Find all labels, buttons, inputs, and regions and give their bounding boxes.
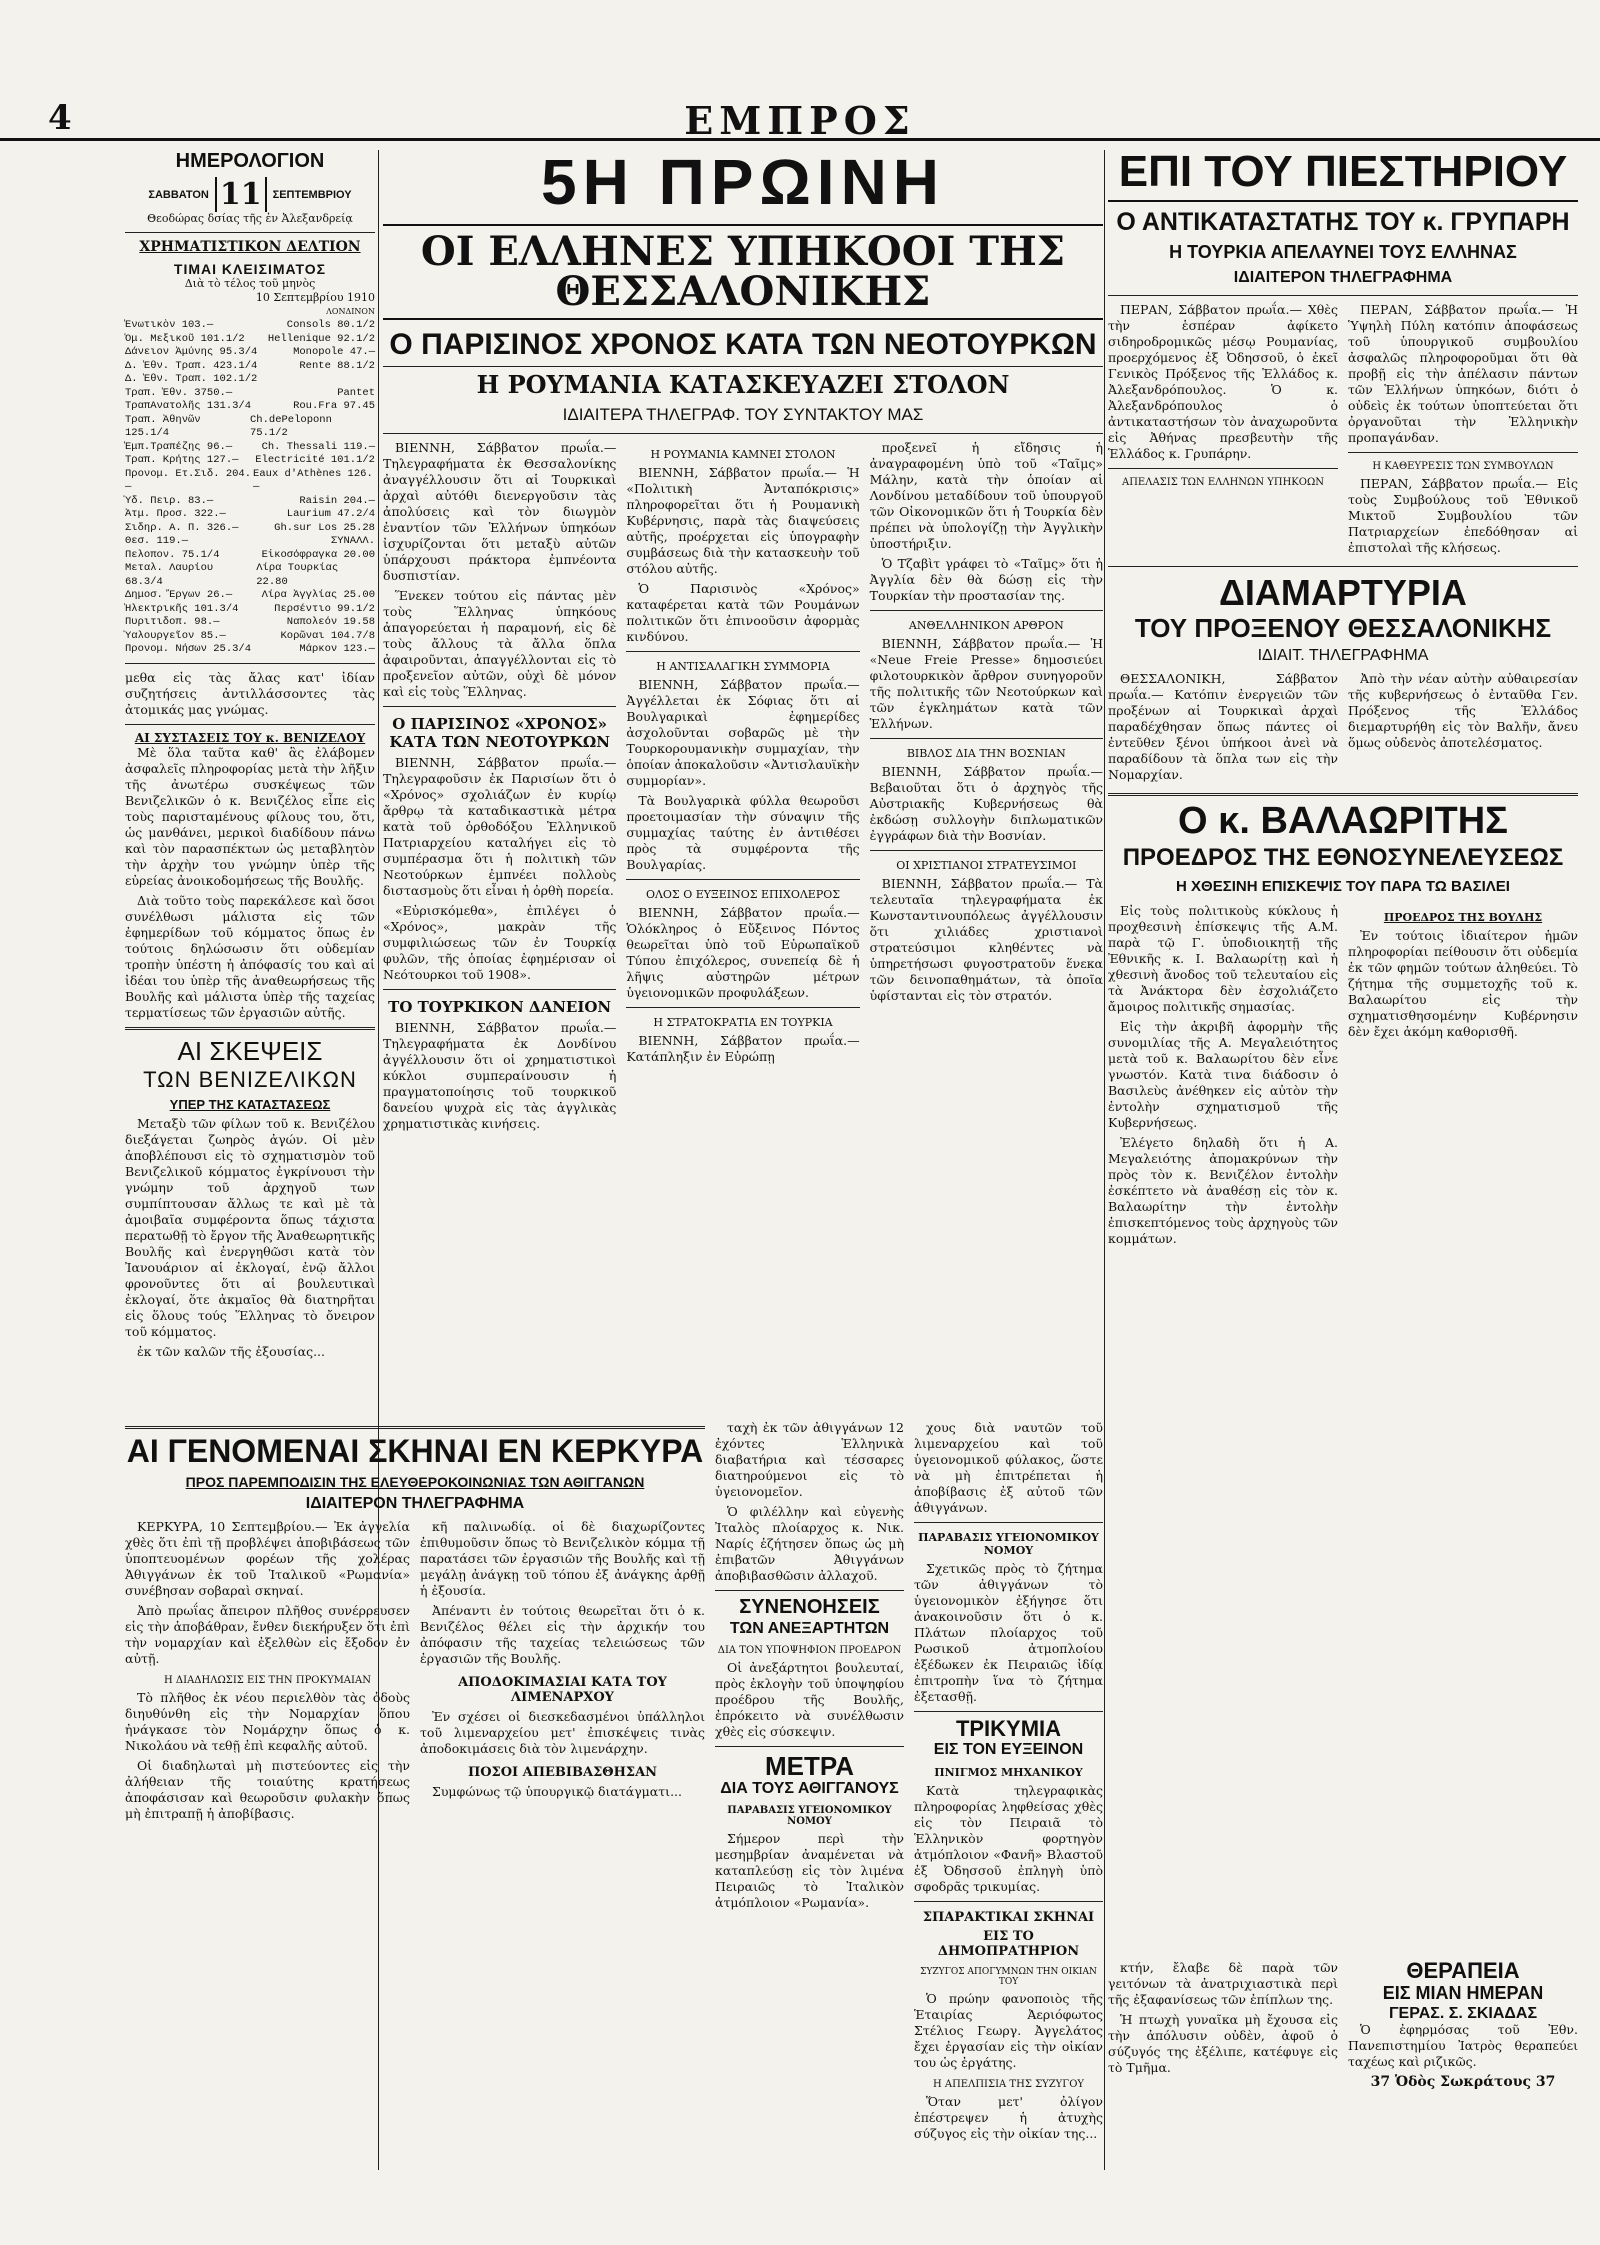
val-title: Ο κ. ΒΑΛΑΩΡΙΤΗΣ: [1178, 800, 1508, 842]
prices-place: ΛΟΝΔΙΝΟΝ: [326, 307, 375, 316]
article-text: ταχὴ ἐκ τῶν ἀθιγγάνων 12 ἐχόντες Ἑλληνικὰ διαβατήρια καὶ τέσσαρες διατηρούμενοι εἰς τὸ ὑγειονομεῖον.: [715, 1420, 904, 1499]
calendar-note: Θεοδώρας δσίας τῆς ἐν Ἀλεξανδρείᾳ: [147, 212, 353, 225]
article-text: Ὁ πρώην φανοποιὸς τῆς Ἑταιρίας Ἀεριόφωτος Στέλιος Γεωργ. Ἀγγελάτος ἔχει ἐργασίαν εἰς τὴν οἰκίαν του ὡς ἐργάτης.: [914, 1991, 1103, 2070]
article-text: «Εὐρισκόμεθα», ἐπιλέγει ὁ «Χρόνος», μακρὰν τῆς συμφιλιώσεως τῶν ἐν Τουρκίᾳ φυλῶν, τῆς ὁποίας ἐφημέρισαν οἱ Νεότουρκοι τοῦ 1908».: [383, 903, 617, 982]
article-title: ΤΩΝ ΑΝΕΞΑΡΤΗΤΩΝ: [729, 1620, 890, 1637]
calendar-day: ΣΑΒΒΑΤΟΝ: [148, 188, 209, 201]
skepseis-text-2: ἐκ τῶν καλῶν τῆς ἐξουσίας...: [137, 1343, 326, 1359]
article-text: Εἰς τὴν ἀκριβῆ ἀφορμὴν τῆς συνομιλίας τῆς Α. Μεγαλειότητος μετὰ τοῦ κ. Βαλαωρίτου δὲν εἶνε γνωστόν. Κατὰ τινα διάδοσιν ὁ Βασιλεὺς ἀνέθηκεν εἰς αὐτὸν τὴν ἐντολὴν σχηματισμοῦ τῆς Κυβερνήσεως.: [1108, 1019, 1338, 1130]
article-text: ΘΕΣΣΑΛΟΝΙΚΗ, Σάββατον πρωΐα.— Κατόπιν ἐνεργειῶν τῶν προξένων αἱ Τουρκικαὶ ἀρχαὶ παραδέχθησαν ὅπως πάντες οἱ ἐντεῦθεν ξένοι ὑπήκοοι ἀνεὶ νὰ παραδίδουν τὰ ὅπλα των εἰς τὴν Νομαρχίαν.: [1108, 671, 1338, 782]
diam-title-2: ΤΟΥ ΠΡΟΞΕΝΟΥ ΘΕΣΣΑΛΟΝΙΚΗΣ: [1134, 613, 1552, 643]
rate-row: [125, 373, 375, 387]
paper-title: ΕΜΠΡΟΣ: [684, 98, 916, 143]
center-column: [383, 146, 1103, 1136]
trik-title: ΤΡΙΚΥΜΙΑ: [955, 1716, 1062, 1741]
masthead: [0, 98, 1600, 141]
article-columns: [383, 440, 1103, 1136]
skepseis-sub: ΥΠΕΡ ΤΗΣ ΚΑΤΑΣΤΑΣΕΩΣ: [169, 1096, 331, 1112]
article-text: Ὁ φιλέλλην καὶ εὐγενὴς Ἰταλὸς πλοίαρχος κ. Νικ. Ναρίς ἐζήτησεν ὅπως ὡς μὴ ἐπιβατῶν Ἀθιγγάνων ἀποβιβασθῶσιν ἀλλαχοῦ.: [715, 1504, 904, 1583]
rate-row: [125, 535, 375, 549]
val-sub: ΠΡΟΕΔΡΟΣ ΤΗΣ ΕΘΝΟΣΥΝΕΛΕΥΣΕΩΣ: [1122, 844, 1564, 871]
rate-row: [125, 495, 375, 509]
rate-row: [125, 508, 375, 522]
rate-row: [125, 468, 375, 495]
kerkyra-telegraph: ΙΔΙΑΙΤΕΡΟΝ ΤΗΛΕΓΡΑΦΗΜΑ: [305, 1495, 525, 1512]
article-text: ΒΙΕΝΝΗ, Σάββατον πρωΐα.— Τὰ τελευταῖα τηλεγραφήματα ἐκ Κωνσταντινουπόλεως ἀγγέλλουσιν ὅτι χιλιάδες χριστιανοὶ στρατεύσιμοι κληθέντες νὰ ὑπηρετήσωσι φυγοστρατοῦν ἕνεκα τῶν δεινοπαθημάτων, τὰ ὁποῖα ὑφίστανται εἰς τὸν στρατόν.: [869, 876, 1103, 1003]
rate-left: Τραπ. Ἀθηνῶν 125.1/4: [125, 413, 201, 439]
pest-columns: [1108, 302, 1578, 560]
right-lower-subcolumn: [1348, 1960, 1578, 2090]
article-title: Η ΣΤΡΑΤΟΚΡΑΤΙΑ ΕΝ ΤΟΥΡΚΙΑ: [653, 1016, 833, 1029]
metra-sub: ΠΑΡΑΒΑΣΙΣ ΥΓΕΙΟΝΟΜΙΚΟΥ ΝΟΜΟΥ: [727, 1805, 892, 1827]
rate-row: [125, 454, 375, 468]
article-text: κτήν, ἔλαβε δὲ παρὰ τῶν γειτόνων τὰ ἀνατριχιαστικὰ περὶ τῆς ἐξαφανίσεως τῶν ἐπίπλων της.: [1108, 1960, 1338, 2007]
rate-row: [125, 387, 375, 401]
rate-left: Ἐνωτικὸν 103.—: [125, 319, 214, 331]
spar-sub: ΣΥΖΥΓΟΣ ΑΠΟΓΥΜΝΩΝ ΤΗΝ ΟΙΚΙΑΝ ΤΟΥ: [920, 1967, 1097, 1987]
article-title: ΒΙΒΛΟΣ ΔΙΑ ΤΗΝ ΒΟΣΝΙΑΝ: [906, 747, 1066, 760]
article-text: ΒΙΕΝΝΗ, Σάββατον πρωΐα.— Τηλεγραφοῦσιν ἐκ Παρισίων ὅτι ὁ «Χρόνος» σχολιάζων ἐν κυρίῳ ἄρθρῳ τὰ καταδικαστικὰ μέτρα κατὰ τοῦ ὀρθοδόξου Ἑλληνικοῦ Πατριαρχείου καταλήγει εἰς τὸ συμπέρασμα ὅτι ἡ πολιτικὴ τῶν Νεοτούρκων ἐμπνέει πολλοὺς διστασμοὺς ὅτι εἶναι ἡ ὀρθὴ πορεία.: [383, 755, 617, 898]
pest-sub-2: Η ΤΟΥΡΚΙΑ ΑΠΕΛΑΥΝΕΙ ΤΟΥΣ ΕΛΛΗΝΑΣ: [1169, 242, 1517, 262]
right-lower-section: [1108, 1960, 1578, 2090]
article-text: ΒΙΕΝΝΗ, Σάββατον πρωΐα.— Βεβαιοῦται ὅτι ὁ ἀρχηγὸς τῆς Αὐστριακῆς Κυβερνήσεως θὰ ἐκδώσῃ συλλογὴν διπλωματικῶν ἐγγράφων διὰ τὴν Βοσνίαν.: [869, 764, 1103, 843]
article-text: Ἀπέναντι ἐν τούτοις θεωρεῖται ὅτι ὁ κ. Βενιζέλος θέλει εἰς τὴν ἀρχικήν του ἀπόφασιν τῆς ταχείας τελειώσεως τῶν ἐργασιῶν τῆς Βουλῆς.: [420, 1603, 705, 1666]
rate-row: [125, 400, 375, 414]
venizelos-title: ΑΙ ΣΥΣΤΑΣΕΙΣ ΤΟΥ κ. ΒΕΝΙΖΕΛΟΥ: [134, 730, 366, 745]
article-text: Ὁ ἐφηρμόσας τοῦ Ἐθν. Πανεπιστημίου Ἰατρὸς θεραπεύει ταχέως καὶ ριζικῶς.: [1348, 2022, 1578, 2069]
kerkyra-subcolumn: [420, 1519, 705, 1826]
val-sub-2: Η ΧΘΕΣΙΝΗ ΕΠΙΣΚΕΨΙΣ ΤΟΥ ΠΑΡΑ ΤΩ ΒΑΣΙΛΕΙ: [1176, 878, 1510, 895]
therapeia-title: ΘΕΡΑΠΕΙΑ: [1406, 1958, 1520, 1983]
rate-row: [125, 319, 375, 333]
pest-sub: Ο ΑΝΤΙΚΑΤΑΣΤΑΤΗΣ ΤΟΥ κ. ΓΡΥΠΑΡΗ: [1116, 208, 1570, 236]
therapeia-title-2: ΕΙΣ ΜΙΑΝ ΗΜΕΡΑΝ: [1382, 1983, 1544, 2003]
rate-left: Τραπ. Ἐθν. 3750.—: [125, 386, 233, 399]
spar-title: ΣΠΑΡΑΚΤΙΚΑΙ ΣΚΗΝΑΙ: [922, 1910, 1095, 1925]
rate-right: Λίρα Ἀγγλίας 25.00: [261, 589, 375, 601]
romania-headline: Η ΡΟΥΜΑΝΙΑ ΚΑΤΑΣΚΕΥΑΖΕΙ ΣΤΟΛΟΝ: [476, 370, 1010, 399]
article-text: ΠΕΡΑΝ, Σάββατον πρωΐα.— Χθὲς τὴν ἑσπέραν ἀφίκετο σιδηροδρομικῶς μέσῳ Ρουμανίας, προερχόμενος ἐξ Ὀδησσοῦ, ὁ ἐκεῖ Γενικὸς Πρόξενος τῆς Ἑλλάδος κ. Ἀλεξανδρόπουλος. Ὁ κ. Ἀλεξανδρόπουλος ὁ ἀντικαταστήσων τὸν ἀναχωροῦντα εἰς Ἀθήνας πρεσβευτὴν τῆς Ἑλλάδος κ. Γρυπάρην.: [1108, 302, 1338, 461]
rate-right: Λίρα Τουρκίας 22.80: [256, 562, 339, 588]
article-text: Ὁ Τζαβὶτ γράφει τὸ «Ταῖμς» ὅτι ἡ Ἀγγλία δὲν θὰ δώσῃ εἰς τὴν Τουρκίαν τὴν προστασίαν της.: [869, 556, 1103, 603]
article-text: Ἡ πτωχὴ γυναῖκα μὴ ἔχουσα εἰς τὴν ἀπόλυσιν οὐδὲν, ἀφοῦ ὁ σύζυγός της ἐξέλιπε, κατέφυγε εἰς τὸ Τμῆμα.: [1108, 2012, 1338, 2075]
rate-right: Monopole 47.—: [293, 346, 375, 358]
article-title: ΑΠΕΛΑΣΙΣ ΤΩΝ ΕΛΛΗΝΩΝ ΥΠΗΚΟΩΝ: [1121, 477, 1325, 488]
middle-lower-subcolumn: [914, 1420, 1103, 2146]
rate-right: Εἰκοσόφραγκα 20.00: [261, 548, 375, 561]
article-title: ΠΟΣΟΙ ΑΠΕΒΙΒΑΣΘΗΣΑΝ: [467, 1765, 658, 1780]
skepseis-title: ΑΙ ΣΚΕΨΕΙΣ: [177, 1035, 323, 1066]
article-title: Η ΡΟΥΜΑΝΙΑ ΚΑΜΝΕΙ ΣΤΟΛΟΝ: [650, 448, 836, 461]
kerkyra-sub: ΠΡΟΣ ΠΑΡΕΜΠΟΔΙΣΙΝ ΤΗΣ ΕΛΕΥΘΕΡΟΚΟΙΝΩΝΙΑΣ ΤΩΝ ΑΘΙΓΓΑΝΩΝ: [185, 1474, 645, 1490]
middle-lower-columns: [715, 1420, 1103, 2146]
calendar-date: 11: [215, 177, 267, 212]
edition-title: 5Η ΠΡΩΙΝΗ: [540, 146, 946, 218]
val-subcolumn: [1108, 903, 1338, 1251]
diam-subcolumn: [1348, 671, 1578, 787]
rate-row: [125, 603, 375, 617]
prices-date: 10 Σεπτεμβρίου 1910: [255, 291, 375, 304]
main-headline: ΟΙ ΕΛΛΗΝΕΣ ΥΠΗΚΟΟΙ ΤΗΣ ΘΕΣΣΑΛΟΝΙΚΗΣ: [383, 224, 1103, 320]
rate-right: Laurium 47.2/4: [286, 508, 375, 520]
article-title: Η ΔΙΑΔΗΛΩΣΙΣ ΕΙΣ ΤΗΝ ΠΡΟΚΥΜΑΙΑΝ: [164, 1675, 371, 1686]
article-text: Οἱ ἀνεξάρτητοι βουλευταί, πρὸς ἐκλογὴν τοῦ ὑποψηφίου προέδρου τῆς Βουλῆς, ἐπρόκειτο νὰ συνέλθωσιν χθὲς εἰς σύσκεψιν.: [715, 1660, 904, 1739]
article-title: ΠΡΟΕΔΡΟΣ ΤΗΣ ΒΟΥΛΗΣ: [1383, 911, 1543, 924]
kerkyra-columns: [125, 1519, 705, 1826]
venizelos-text-2: Διὰ τοῦτο τοὺς παρεκάλεσε καὶ ὅσοι συνέλθωσι μάλιστα εἰς τῶν ἐφημερίδων τοῦ κόμματος ὅπως ἐν τούτοις δηλώσωσιν ὅτι οὐδεμίαν τροπὴν ὑπέστη ἡ ἀπόφασίς του καὶ αἱ ἰδέαι του ὑπὲρ τῆς ἀναθεωρήσεως τῆς Βουλῆς καὶ μάλιστα ὑπὲρ τῆς ταχείας τερματίσεως τῶν ἐργασιῶν αὐτῆς.: [125, 892, 375, 1020]
rate-row: [125, 630, 375, 644]
article-text: ΒΙΕΝΝΗ, Σάββατον πρωΐα.— Τηλεγραφήματα ἐκ Θεσσαλονίκης ἀναγγέλλουσιν ὅτι αἱ Τουρκικαὶ ἀρχαὶ αὐτόθι διενεργοῦσιν τὰς ἀπολύσεις καὶ τὸν διωγμὸν ἐναντίον τῶν Ἑλλήνων ὑπηκόων ἰσχυρίζονται ὅτι μεταξὺ αὐτῶν ὑπάρχουσι πράκτορα ἐμπνέοντα δυσπιστίαν.: [383, 440, 617, 583]
diam-telegraph: ΙΔΙΑΙΤ. ΤΗΛΕΓΡΑΦΗΜΑ: [1257, 647, 1429, 664]
right-lower-subcolumn: [1108, 1960, 1338, 2090]
article-text: Σήμερον περὶ τὴν μεσημβρίαν ἀναμένεται νὰ καταπλεύσῃ εἰς τὸν λιμένα Πειραιῶς τὸ Ἰταλικὸν ἀτμόπλοιον «Ρωμανία».: [715, 1831, 904, 1910]
article-text: ΒΙΕΝΝΗ, Σάββατον πρωΐα.— Ἡ «Neue Freie Presse» δημοσιεύει φιλοτουρκικὸν ἄρθρον συνηγοροῦν τῆς πολιτικῆς τῶν Νεοτούρκων καὶ τῶν ἐγκλημάτων κατὰ τῶν Ἑλλήνων.: [869, 636, 1103, 731]
rate-left: Προνομ. Ετ.Σιδ. 204.—: [125, 467, 252, 493]
right-lower-columns: [1108, 1960, 1578, 2090]
article-text: ΒΙΕΝΝΗ, Σάββατον πρωΐα.— Τηλεγραφήματα ἐκ Δονδίνου ἀγγέλλουσιν ὅτι οἱ χρηματιστικοὶ κύκλοι συμπεραίνουσιν ἡ πραγματοποίησις τοῦ τουρκικοῦ δανείου ψυχρὰ εἰς τὰς ἀγγλικὰς χρηματιστικὰς κινήσεις.: [383, 1020, 617, 1131]
middle-lower-subcolumn: [715, 1420, 904, 2146]
subcolumn-c: [870, 440, 1103, 1136]
rate-right: Ch. Thessali 119.—: [261, 440, 375, 453]
rate-left: Σιδηρ. Α. Π. 326.—: [125, 521, 239, 534]
rate-row: [125, 414, 375, 441]
rate-row: [125, 360, 375, 374]
article-title: ΑΝΘΕΛΛΗΝΙΚΟΝ ΑΡΘΡΟΝ: [908, 619, 1064, 632]
article-text: κῆ παλινωδίᾳ. οἱ δὲ διαχωρίζοντες ἐπιθυμοῦσιν ὅπως τὸ Βενιζελικὸν κόμμα τῇ παρατάσει τῶν ἐργασιῶν τῆς Βουλῆς καὶ τῇ μεγάλῃ ἀνάγκῃ τοῦ τόπου ἐξ ἀνάγκης ἀρθῇ ἡ ἐξουσία.: [420, 1519, 705, 1598]
article-text: ΒΙΕΝΝΗ, Σάββατον πρωΐα.— Ἡ «Πολιτικὴ Ἀνταπόκρισις» πληροφορεῖται ὅτι ἡ Ρουμανικὴ Κυβέρνησις, παρὰ τὰς διαψεύσεις αὐτῆς, προέρχεται εἰς ὑπογραφὴν συμβάσεως διὰ τὴν κατασκευὴν τοῦ στόλου αὐτῆς.: [626, 465, 860, 576]
rate-left: Μεταλ. Λαυρίου 68.3/4: [125, 562, 214, 588]
article-title: Η ΑΝΤΙΣΑΛΑΓΙΚΗ ΣΥΜΜΟΡΙΑ: [656, 660, 830, 673]
rate-right: Pantet: [337, 386, 375, 399]
rate-right: Περσέντιο 99.1/2: [274, 602, 375, 615]
article-text: Ἐν τούτοις ἰδιαίτερον ἡμῶν πληροφορίαι πείθουσιν ὅτι οὐδεμία ἐκ τῶν φημῶν τούτων ἀληθεύει. Τὸ ζήτημα τῆς συμμετοχῆς τοῦ κ. Βαλαωρίτου εἰς τὴν σχηματισθησομένην Κυβέρνησιν δὲν ἔχει ἀκόμη καθορισθῆ.: [1348, 928, 1578, 1039]
left-column: [125, 150, 375, 1364]
page-number: 4: [48, 98, 72, 138]
metra-title: ΜΕΤΡΑ: [764, 1751, 855, 1781]
skepseis-text: Μεταξὺ τῶν φίλων τοῦ κ. Βενιζέλου διεξάγεται ζωηρὸς ἀγών. Οἱ μὲν ἀποβλέπουσι εἰς τὸ σχηματισμὸν τοῦ Βενιζελικοῦ κόμματος ἐγκρίνουσι τὴν γνώμην τοῦ ἀρχηγοῦ των συμπίπτουσαν ἄλλως τε καὶ μὲ τὰ ἀμοιβαῖα συμφέροντα ὅπως τάχιστα περατωθῇ τὸ ἔργον τῆς Ἀναθεωρητικῆς Βουλῆς καὶ ἐνεργηθῶσι κατὰ τὸν Ἰανουάριον αἱ ἐκλογαί, ἐνῷ ἄλλοι φρονοῦντες ὅτι αἱ βουλευτικαὶ ἐκλογαί, ὅτε ἀκμαῖος θὰ διατηρῆται εἰς ὅλους τούς Ἕλληνας τὸ ὄνειρον τοῦ κόμματος.: [125, 1115, 375, 1339]
article-title: Η ΚΑΘΕΥΡΕΣΙΣ ΤΩΝ ΣΥΜΒΟΥΛΩΝ: [1372, 461, 1554, 472]
calendar-title: ΗΜΕΡΟΛΟΓΙΟΝ: [175, 150, 325, 172]
rate-left: Δάνειον Ἀμύνης 95.3/4: [125, 346, 258, 358]
kerkyra-title: ΑΙ ΓΕΝΟΜΕΝΑΙ ΣΚΗΝΑΙ ΕΝ ΚΕΡΚΥΡΑ: [126, 1433, 704, 1469]
article-text: Τὸ πλῆθος ἐκ νέου περιελθὸν τὰς ὁδοὺς διηυθύνθη εἰς τὴν Νομαρχίαν ὅπου ἠνάγκασε τὸν Νομάρχην ὅπως ὁ κ. Νικολάου νὰ τεθῇ ἐπὶ κεφαλῆς αὐτοῦ.: [125, 1690, 410, 1753]
val-columns: [1108, 903, 1578, 1251]
article-text: Ἀπὸ τὴν νέαν αὐτὴν αὐθαιρεσίαν τῆς κυβερνήσεως ὁ ἐνταῦθα Γεν. Πρόξενος τῆς Ἑλλάδος διεμαρτυρήθη εἰς τὸν Βαλῆν, ἄνευ ὅμως οὐδενὸς ἀποτελέσματος.: [1348, 671, 1578, 750]
rate-row: [125, 441, 375, 455]
rate-row: [125, 616, 375, 630]
rate-left: Ὁμ. Μεξικοῦ 101.1/2: [125, 332, 245, 345]
article-title: Ο ΠΑΡΙΣΙΝΟΣ «ΧΡΟΝΟΣ» ΚΑΤΑ ΤΩΝ ΝΕΟΤΟΥΡΚΩΝ: [389, 715, 610, 751]
rate-left: Πελοπον. 75.1/4: [125, 548, 220, 561]
rate-left: Ἐμπ.Τραπέζης 96.—: [125, 440, 233, 453]
middle-lower-section: [715, 1420, 1103, 2146]
subheadline: Ο ΠΑΡΙΣΙΝΟΣ ΧΡΟΝΟΣ ΚΑΤΑ ΤΩΝ ΝΕΟΤΟΥΡΚΩΝ: [389, 328, 1097, 361]
rate-left: Ὑδ. Πειρ. 83.—: [125, 494, 214, 507]
rate-left: ΤραπΑνατολῆς 131.3/4: [125, 400, 252, 412]
article-text: Οἱ διαδηλωταὶ μὴ πιστεύοντες εἰς τὴν ἀλήθειαν τῆς τοιαύτης κρατήσεως ἀποφάσισαν καὶ θεωροῦσιν φυλακὴν ὅπως μὴ ἐπιτραπῇ ἡ ἀποβίβασις.: [125, 1758, 410, 1821]
metra-title-2: ΔΙΑ ΤΟΥΣ ΑΘΙΓΓΑΝΟΥΣ: [720, 1780, 899, 1797]
skiadas-name: ΓΕΡΑΣ. Σ. ΣΚΙΑΔΑΣ: [1388, 2005, 1538, 2022]
prices-sub: Διὰ τὸ τέλος τοῦ μηνὸς: [184, 277, 316, 290]
venizelos-text: Μὲ ὅλα ταῦτα καθ' ἃς ἐλάβομεν ἀσφαλεῖς πληροφορίας μετὰ τὴν λῆξιν τῆς ἀνωτέρω συσκέψεως τῶν Βενιζελικῶν ὁ κ. Βενιζέλος εἶπε εἰς τοὺς παρισταμένους φίλους του, ὅτι, ὡς μανθάνει, μερικοὶ διαδίδουν πάνω καὶ τὸν παρασπέκτων ὡς μεταβλητὸν τὴν ἀρχὴν του γνώμην ὑπὲρ τῆς εὐρείας ἀνοικοδομήσεως τῆς Βουλῆς.: [125, 744, 375, 888]
rate-left: Δ. Ἐθν. Τραπ. 423.1/4: [125, 359, 258, 372]
calendar-box: [125, 177, 375, 212]
article-text: Ἐλέγετο δηλαδὴ ὅτι ἡ Α. Μεγαλειότης ἀπομακρύνων τὴν πρὸς τὸν κ. Βενιζέλον ἐντολὴν ἐσκέπτετο νὰ ἀναθέσῃ εἰς τὸν κ. Βαλαωρίτην τὴν ἐντολὴν ἐπισκεπτόμενος τοὺς ἀρχηγοὺς τῶν κομμάτων.: [1108, 1135, 1338, 1246]
article-text: ΒΙΕΝΝΗ, Σάββατον πρωΐα.— Ὁλόκληρος ὁ Εὔξεινος Πόντος θεωρεῖται ὑπὸ τοῦ Εὐρωπαϊκοῦ Τύπου ἐπιχόλερος, συνεπείᾳ δὲ ἡ λῆψις αὐστηρῶν μέτρων ὑγειονομικῶν προφυλάξεων.: [626, 905, 860, 1000]
telegraph-line: ΙΔΙΑΙΤΕΡΑ ΤΗΛΕΓΡΑΦ. ΤΟΥ ΣΥΝΤΑΚΤΟΥ ΜΑΣ: [562, 405, 924, 424]
article-text: προξενεῖ ἡ εἴδησις ἡ ἀναγραφομένη ὑπὸ τοῦ «Ταῖμς» Μάλην, κατὰ τὴν ὁποίαν αἱ Λονδίνου μεταδίδουν τοῦ ὑπουργοῦ τῶν Οἰκονομικῶν ὅτι ἡ Τουρκία δὲν πρέπει νὰ ὑπολογίζῃ τὴν Ἀγγλικὴν ὑποστήριξιν.: [869, 440, 1103, 551]
rate-right: Ch.dePeloponn 75.1/2: [250, 413, 332, 439]
rate-right: ΣΥΝΑΛΛ.: [330, 535, 375, 547]
rate-right: Raisin 204.—: [299, 494, 375, 507]
address: 37 Ὁδὸς Σωκράτους 37: [1370, 2074, 1556, 2090]
rate-left: Προνομ. Νήσων 25.3/4: [125, 643, 252, 655]
subcolumn-a: [383, 440, 616, 1136]
pest-subcolumn: [1108, 302, 1338, 560]
rate-right: Hellenique 92.1/2: [267, 332, 375, 345]
article-title: ΔΙΑ ΤΟΝ ΥΠΟΨΗΦΙΟΝ ΠΡΟΕΔΡΟΝ: [717, 1645, 902, 1656]
article-text: Ἀπὸ πρωΐας ἄπειρον πλῆθος συνέρρευσεν εἰς τὴν ἀποβάθραν, ἔνθεν διεκήρυξεν ὅτι ἐπὶ τὴν νομαρχίαν καὶ ἐξελθὼν εἰς ἔξοδον ἐν αὐτῇ.: [125, 1603, 410, 1666]
rate-right: Consols 80.1/2: [286, 319, 375, 331]
article-text: Συμφώνως τῷ ὑπουργικῷ διατάγματι...: [432, 1784, 682, 1799]
rate-row: [125, 643, 375, 657]
article-text: Κατὰ τηλεγραφικὰς πληροφορίας ληφθείσας χθὲς εἰς τὸν Πειραιᾶ τὸ Ἑλληνικὸν φορτηγὸν ἀτμόπλοιον «Φανῆ» Βλαστοῦ ἐξ Ὀδησσοῦ ἐπληγὴ ὑπὸ σφοδρᾶς τρικυμίας.: [914, 1783, 1103, 1894]
article-title: ΟΙ ΧΡΙΣΤΙΑΝΟΙ ΣΤΡΑΤΕΥΣΙΜΟΙ: [896, 859, 1077, 872]
article-title: ΟΛΟΣ Ο ΕΥΞΕΙΝΟΣ ΕΠΙΧΟΛΕΡΟΣ: [645, 888, 841, 901]
rates-text: μεθα εἰς τὰς ἄλας κατ' ἰδίαν συζητήσεις ἀντιλλάσσοντες τὰς ἀτομικάς μας γνώμας.: [125, 669, 375, 717]
rate-right: Κορῶναι 104.7/8: [280, 629, 375, 642]
article-text: ΒΙΕΝΝΗ, Σάββατον πρωΐα.— Ἀγγέλλεται ἐκ Σόφιας ὅτι αἱ Βουλγαρικαὶ ἐφημερίδες ἀσχολοῦνται σοβαρῶς μὲ τὴν Τουρκορουμανικὴν συμμαχίαν, τὴν ὁποίαν ἀποκαλοῦσιν «Ἀντισλαυϊκὴν συμμορίαν».: [626, 677, 860, 788]
rate-row: [125, 549, 375, 563]
article-title: Η ΑΠΕΛΠΙΣΙΑ ΤΗΣ ΣΥΖΥΓΟΥ: [932, 2079, 1085, 2090]
rate-left: Δημοσ. Ἔργων 26.—: [125, 589, 233, 601]
rate-right: Gh.sur Los 25.28: [274, 521, 375, 534]
pest-title: ΕΠΙ ΤΟΥ ΠΙΕΣΤΗΡΙΟΥ: [1108, 150, 1578, 202]
kerkyra-subcolumn: [125, 1519, 410, 1826]
rate-right: Electricité 101.1/2: [255, 454, 375, 466]
article-title: ΑΠΟΔΟΚΙΜΑΣΙΑΙ ΚΑΤΑ ΤΟΥ ΛΙΜΕΝΑΡΧΟΥ: [458, 1675, 667, 1705]
diam-columns: [1108, 671, 1578, 787]
trik-sub: ΠΝΙΓΜΟΣ ΜΗΧΑΝΙΚΟΥ: [934, 1766, 1083, 1779]
rate-left: Ἀτμ. Προσ. 322.—: [125, 508, 226, 520]
rate-row: [125, 522, 375, 536]
column-divider: [1104, 150, 1105, 2170]
rate-left: Ἠλεκτρικῆς 101.3/4: [125, 602, 239, 615]
market-title: ΧΡΗΜΑΤΙΣΤΙΚΟΝ ΔΕΛΤΙΟΝ: [139, 239, 361, 255]
rate-left: Ὑαλουργεῖον 85.—: [125, 629, 226, 642]
article-text: Ἐν σχέσει οἱ διεσκεδασμένοι ὑπάλληλοι τοῦ λιμεναρχείου μετ' ἐπισκέψεις τινὰς ἀποδοκιμάσεις διὰ τὸν λιμενάρχην.: [420, 1709, 705, 1756]
article-title: ΠΑΡΑΒΑΣΙΣ ΥΓΕΙΟΝΟΜΙΚΟΥ ΝΟΜΟΥ: [918, 1531, 1099, 1557]
article-text: Ὅταν μετ' ὀλίγον ἐπέστρεψεν ἡ ἀτυχὴς σύζυγος εἰς τὴν οἰκίαν της...: [914, 2094, 1103, 2141]
article-text: Τὰ Βουλγαρικὰ φύλλα θεωροῦσι προετοιμασίαν τὴν σύναψιν τῆς συμμαχίας ταύτης ἐν ἀντιθέσει πρὸς τὰ συμφέροντα τῆς Βουλγαρίας.: [626, 793, 860, 872]
rate-left: Δ. Ἐθν. Τραπ. 102.1/2: [125, 373, 258, 385]
diam-title: ΔΙΑΜΑΡΤΥΡΙΑ: [1219, 572, 1467, 613]
rate-left: Τραπ. Κρήτης 127.—: [125, 454, 239, 466]
article-text: Εἰς τοὺς πολιτικοὺς κύκλους ἡ προχθεσινὴ ἐπίσκεψις τῆς Α.Μ. παρὰ τῷ Γ. ὑποδιοικητῇ τῆς Ἐθνικῆς κ. Ι. Βαλαωρίτῃ καὶ ἡ χθεσινὴ ἄνοδος τοῦ τελευταίου εἰς τὰ Ἀνάκτορα δὲν ἐσχολιάζετο ἄμοιρος πολιτικῆς σημασίας.: [1108, 903, 1338, 1014]
article-text: Ὁ Παρισινὸς «Χρόνος» καταφέρεται κατὰ τῶν Ρουμάνων πολιτικῶν ὅτι ἐπινοοῦσιν ἀφορμὰς κινδύνου.: [626, 581, 860, 644]
rate-left: Πυριτιδοπ. 98.—: [125, 616, 220, 628]
article-text: χους διὰ ναυτῶν τοῦ λιμεναρχείου καὶ τοῦ ὑγειονομικοῦ φύλακος, ὥστε νὰ μὴ ἐπιτρέπεται ἡ ἀποβίβασις ἐξ αὐτοῦ τῶν ἀθιγγάνων.: [914, 1420, 1103, 1515]
rate-left: Θεσ. 119.—: [125, 535, 189, 547]
column-divider: [378, 150, 379, 2170]
article-text: ΠΕΡΑΝ, Σάββατον πρωΐα.— Εἰς τοὺς Συμβούλους τοῦ Ἐθνικοῦ Μικτοῦ Συμβουλίου τῶν Πατριαρχείων ἐπεδόθησαν αἱ ἐπιστολαὶ τῆς κλήσεως.: [1348, 476, 1578, 555]
subcolumn-b: [626, 440, 859, 1136]
rate-right: Rou.Fra 97.45: [293, 400, 375, 412]
pest-telegraph: ΙΔΙΑΙΤΕΡΟΝ ΤΗΛΕΓΡΑΦΗΜΑ: [1233, 269, 1453, 286]
spar-title-2: ΕΙΣ ΤΟ ΔΗΜΟΠΡΑΤΗΡΙΟΝ: [937, 1929, 1080, 1959]
rate-row: [125, 562, 375, 589]
val-subcolumn: [1348, 903, 1578, 1251]
rate-right: Ναπολεόν 19.58: [286, 616, 375, 628]
article-text: Ἕνεκεν τούτου εἰς πάντας μὲν τοὺς Ἕλληνας ὑπηκόους ἀπαγορεύεται ἡ παραμονή, εἰς δὲ τοὺς ἄλλους τὰ ἄλλα ὅπλα ἀφαιροῦνται, ἀπαγγέλλονται εἰς τὸ προξενεῖον αὐτῶν, οὐχὶ δὲ μόνον καὶ εἰς τοὺς Ἕλληνας.: [383, 588, 617, 699]
diam-subcolumn: [1108, 671, 1338, 787]
prices-title: ΤΙΜΑΙ ΚΛΕΙΣΙΜΑΤΟΣ: [173, 261, 327, 277]
article-title: ΤΟ ΤΟΥΡΚΙΚΟΝ ΔΑΝΕΙΟΝ: [388, 998, 612, 1016]
article-text: ΒΙΕΝΝΗ, Σάββατον πρωΐα.— Κατάπληξιν ἐν Εὐρώπῃ: [626, 1033, 860, 1064]
rate-row: [125, 589, 375, 603]
rates-table: [125, 319, 375, 657]
trik-title-2: ΕΙΣ ΤΟΝ ΕΥΞΕΙΝΟΝ: [933, 1741, 1084, 1758]
rate-row: [125, 346, 375, 360]
article-title: ΣΥΝΕΝΟΗΣΕΙΣ: [739, 1596, 880, 1618]
article-text: ΚΕΡΚΥΡΑ, 10 Σεπτεμβρίου.— Ἐκ ἀγγελία χθὲς ὅτι ἐπὶ τῇ προβλέψει ἀποβιβάσεως τῶν ὑποπτευομένων φορέων τῆς χολέρας Ἀθιγγάνων ἐκ τοῦ Ἰταλικοῦ «Ρωμανία» συνέβησαν σοβαραὶ σκηναί.: [125, 1519, 410, 1598]
pest-subcolumn: [1348, 302, 1578, 560]
kerkyra-section: [125, 1420, 705, 1826]
rate-right: Rente 88.1/2: [299, 359, 375, 372]
article-text: Σχετικῶς πρὸς τὸ ζήτημα τῶν ἀθιγγάνων τὸ ὑγειονομικὸν ἐξήγησε ὅτι ἀνακοινοῦσιν ὅτι ὁ κ. Πλάτων πλοίαρχος τοῦ Ρωσικοῦ ἀτμοπλοίου ἐξέδωκεν ἐκ Πειραιῶς ἰδίᾳ ἐπιτροπὴν ἵνα τὸ ζήτημα ἐξετασθῇ.: [914, 1561, 1103, 1704]
right-column: [1108, 147, 1578, 1251]
rate-right: Μάρκον 123.—: [299, 643, 375, 655]
skepseis-title-2: ΤΩΝ ΒΕΝΙΖΕΛΙΚΩΝ: [143, 1066, 357, 1092]
calendar-month: ΣΕΠΤΕΜΒΡΙΟΥ: [272, 188, 352, 201]
rate-right: Eaux d'Athènes 126.—: [253, 467, 373, 493]
article-text: ΠΕΡΑΝ, Σάββατον πρωΐα.— Ἡ Ὑψηλὴ Πύλη κατόπιν ἀποφάσεως τοῦ ὑπουργικοῦ συμβουλίου ἀσφαλῶς πληροφοροῦμαι ὅτι θὰ προβῇ εἰς τὴν ἀπέλασιν πάντων τῶν Ἑλλήνων ὑπηκόων, διότι ὁ οὐδεὶς ἐκ τούτων ὑποπτεύεται ὅτι ὀργανοῦται τὴν Ἑλληνικὴν προπαγάνδαν.: [1348, 302, 1578, 445]
rate-row: [125, 333, 375, 347]
